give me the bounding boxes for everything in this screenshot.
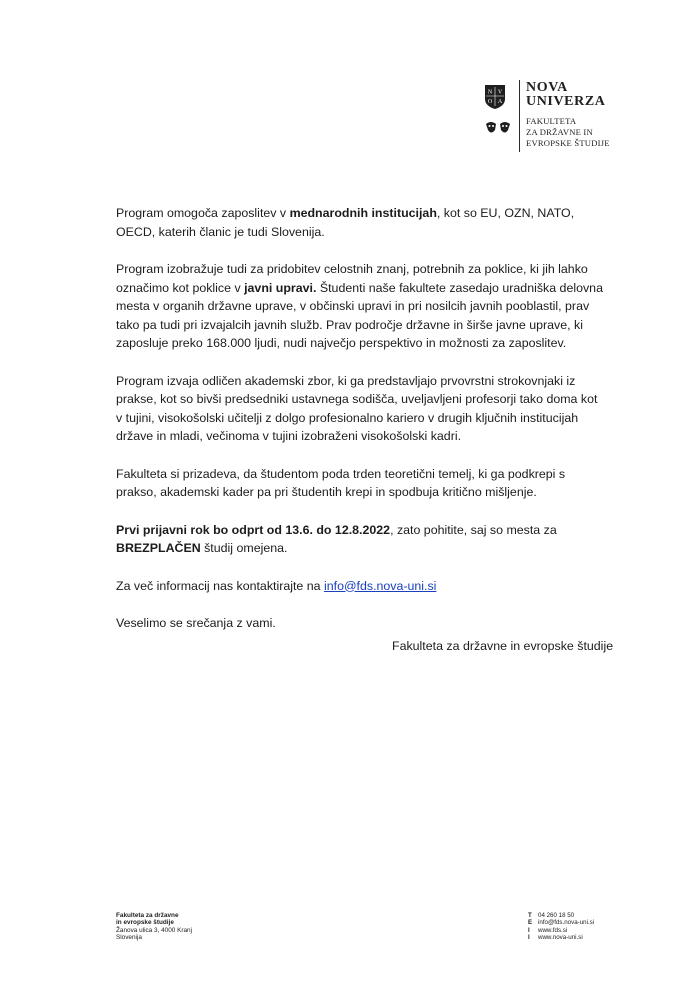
bold-text: javni upravi. — [244, 280, 317, 295]
faculty-line: FAKULTETA — [526, 116, 577, 126]
contact-value: 04 260 18 50 — [538, 912, 575, 919]
email-link[interactable]: info@fds.nova-uni.si — [323, 578, 437, 593]
contact-value: www.nova-uni.si — [538, 934, 583, 942]
contact-key: I — [528, 934, 530, 942]
footer-address — [116, 912, 192, 941]
text: Študenti naše fakultete zasedajo uradniška delovna mesta v organih državne uprave, v občinski upravi in pri nosilcih javnih pooblastil, prav tako pa tudi pri izvajalcih javnih služb. Prav področje državne in širše javne uprave, ki zaposluje preko 168.000 ljudi, nudi največjo perspektivo in možnosti za zaposlitev. — [116, 280, 603, 350]
faculty-line: ZA DRŽAVNE IN — [526, 127, 593, 137]
contact-value: www.fds.si — [538, 926, 568, 934]
logo-divider — [519, 80, 520, 152]
footer-line: Slovenija — [116, 933, 142, 941]
paragraph-contact — [116, 577, 606, 596]
text: , kot so EU, OZN, NATO, OECD, katerih članic je tudi Slovenija. — [116, 206, 575, 239]
paragraph-closing: Veselimo se srečanja z vami. — [116, 616, 276, 630]
paragraph-application-deadline — [116, 521, 606, 558]
text: Program omogoča zaposlitev v — [116, 206, 290, 220]
footer-line: in evropske študije — [116, 919, 174, 927]
shield-letter: V — [497, 89, 503, 96]
bold-text: Prvi prijavni rok bo odprt od 13.6. do 12.8.2022 — [116, 522, 391, 537]
footer-contact-web[interactable] — [528, 927, 594, 934]
footer-line: Fakulteta za državne — [116, 912, 179, 919]
footer-contact-web[interactable] — [528, 934, 594, 941]
shield-emblem-icon — [484, 84, 506, 110]
contact-value: info@fds.nova-uni.si — [538, 919, 595, 927]
contact-key: T — [528, 912, 532, 919]
paragraph-public-administration — [116, 260, 606, 353]
text: , zato pohitite, saj so mesta za — [390, 522, 557, 537]
shield-letter: A — [497, 99, 503, 105]
faculty-name — [526, 116, 610, 149]
footer-contact-email[interactable] — [528, 919, 594, 926]
university-name — [526, 81, 605, 109]
contact-key: E — [528, 919, 533, 927]
brand-line: UNIVERZA — [526, 94, 606, 109]
shield-letter: N — [487, 89, 493, 96]
shield-letter: O — [487, 99, 493, 105]
text: študij omejena. — [200, 541, 288, 555]
footer-line: Žanova ulica 3, 4000 Kranj — [116, 926, 193, 934]
contact-key: I — [528, 926, 530, 934]
faces-emblem-icon — [484, 120, 512, 138]
paragraph-theory-practice: Fakulteta si prizadeva, da študentom poda trden teoretični temelj, ki ga podkrepi s prakso, akademski kader pa pri študentih krepi in spodbuja kritično mišljenje. — [116, 466, 566, 499]
faculty-line: EVROPSKE ŠTUDIJE — [526, 138, 610, 148]
paragraph-academic-staff: Program izvaja odličen akademski zbor, ki ga predstavljajo prvovrstni strokovnjaki iz prakse, kot so bivši predsedniki ustavnega sodišča, uveljavljeni profesorji tako doma kot v tujini, visokošolski učitelji z dolgo profesionalno kariero v drugih ključnih institucijah države in mladi, večinoma v tujini izobraženi visokošolski kadri. — [116, 373, 598, 443]
footer-contacts — [528, 912, 594, 942]
bold-text: BREZPLAČEN — [116, 541, 201, 555]
brand-line: NOVA — [526, 80, 568, 95]
text: Za več informacij nas kontaktirajte na — [116, 578, 324, 593]
text: Program izobražuje tudi za pridobitev celostnih znanj, potrebnih za poklice, ki jih lahko označimo kot poklice v — [116, 262, 588, 295]
bold-text: mednarodnih institucijah — [289, 206, 437, 220]
university-logo — [484, 80, 624, 160]
letter-body — [116, 204, 606, 652]
signature: Fakulteta za državne in evropske študije — [392, 639, 614, 653]
footer-contact-phone — [528, 912, 594, 919]
paragraph-international — [116, 204, 606, 241]
